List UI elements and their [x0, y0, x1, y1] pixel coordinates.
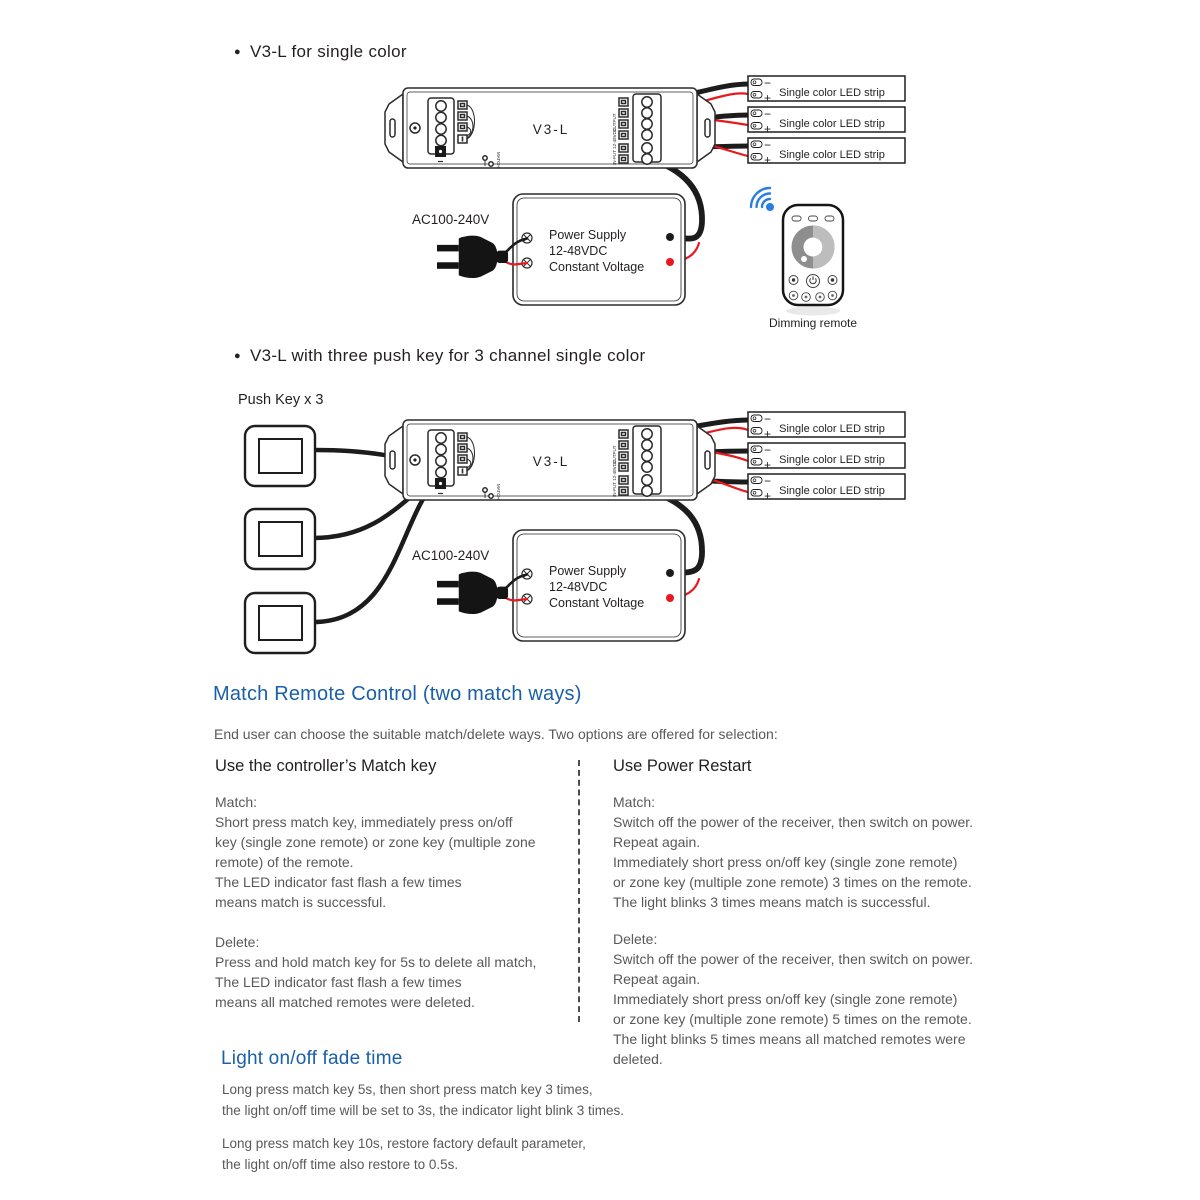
- controller-v3l: [385, 420, 715, 500]
- psu-line1: Power Supply: [549, 564, 627, 578]
- text-line: or zone key (multiple zone remote) 3 times on the remote.: [613, 874, 972, 890]
- text-line: Long press match key 5s, then short press match key 3 times,: [222, 1082, 593, 1097]
- led-strip: [748, 107, 905, 136]
- diagram2-heading-text: V3-L with three push key for 3 channel single color: [249, 346, 646, 365]
- power-supply: [513, 530, 685, 641]
- output-label: OUTPUT: [612, 113, 617, 132]
- input-label: IN-PUT 12-48VDC: [612, 127, 617, 165]
- led-strip-label: Single color LED strip: [779, 87, 885, 99]
- fade-paragraph-1: [222, 1080, 624, 1121]
- text-line: means match is successful.: [215, 894, 387, 910]
- psu-line3: Constant Voltage: [549, 260, 645, 274]
- led-strip: [748, 443, 905, 472]
- delete-label: Delete:: [613, 931, 658, 947]
- left-match-paragraph: [215, 792, 536, 912]
- led-strip: [748, 412, 905, 441]
- text-line: Short press match key, immediately press on/off: [215, 814, 513, 830]
- match-key-column: [215, 757, 536, 1029]
- dimming-remote: [769, 205, 857, 330]
- power-restart-column: [613, 757, 973, 1086]
- led-strip: [748, 138, 905, 167]
- text-line: The LED indicator fast flash a few times: [215, 874, 462, 890]
- match-key-label: MATCH: [496, 152, 501, 168]
- fade-section-body: [222, 1080, 624, 1188]
- text-line: means all matched remotes were deleted.: [215, 994, 475, 1010]
- plus-sign: +: [764, 122, 772, 136]
- bullet-icon: ●: [234, 46, 241, 58]
- wireless-signal-icon: [751, 188, 774, 211]
- input-label: IN-PUT 12-48VDC: [612, 459, 617, 497]
- text-line: Repeat again.: [613, 834, 701, 850]
- text-line: The LED indicator fast flash a few times: [215, 974, 462, 990]
- text-line: the light on/off time will be set to 3s, the indicator light blink 3 times.: [222, 1102, 624, 1118]
- text-line: remote) of the remote.: [215, 854, 354, 870]
- text-line: The light blinks 3 times means match is successful.: [613, 894, 931, 910]
- ac-input-label: AC100-240V: [412, 212, 490, 227]
- led-strip-label: Single color LED strip: [779, 149, 885, 161]
- diagram1: [385, 76, 905, 330]
- led-strip-label: Single color LED strip: [779, 423, 885, 435]
- remote-reflection: [786, 307, 840, 316]
- column-divider: [578, 760, 580, 1022]
- push-key: [245, 426, 315, 486]
- minus-sign: −: [764, 107, 772, 121]
- minus-sign: −: [764, 443, 772, 457]
- match-section-title: Match Remote Control (two match ways): [213, 683, 582, 705]
- led-strip-label: Single color LED strip: [779, 454, 885, 466]
- right-column-heading: Use Power Restart: [613, 757, 752, 775]
- plus-sign: +: [764, 427, 772, 441]
- fade-section-title: Light on/off fade time: [221, 1048, 403, 1069]
- text-line: key (single zone remote) or zone key (multiple zone: [215, 834, 536, 850]
- text-line: Switch off the power of the receiver, then switch on power.: [613, 814, 974, 830]
- controller-label: V3-L: [532, 454, 570, 469]
- text-line: Press and hold match key for 5s to delete all match,: [215, 954, 537, 970]
- push-key: [245, 509, 315, 569]
- plus-sign: +: [764, 489, 772, 503]
- psu-line1: Power Supply: [549, 228, 627, 242]
- match-label: Match:: [613, 794, 656, 810]
- power-button-icon: [807, 275, 820, 288]
- diagram1-heading-text: V3-L for single color: [249, 42, 407, 61]
- push-key-label: Push Key x 3: [238, 392, 324, 408]
- bullet-icon: ●: [234, 350, 241, 362]
- psu-line3: Constant Voltage: [549, 596, 645, 610]
- left-column-heading: Use the controller’s Match key: [215, 757, 437, 775]
- plus-sign: +: [764, 458, 772, 472]
- text-line: The light blinks 5 times means all matched remotes were: [613, 1031, 966, 1047]
- right-match-paragraph: [613, 792, 973, 912]
- text-line: Immediately short press on/off key (single zone remote): [613, 854, 958, 870]
- delete-label: Delete:: [215, 934, 260, 950]
- plus-sign: +: [764, 153, 772, 167]
- minus-sign: −: [764, 474, 772, 488]
- led-strip-label: Single color LED strip: [779, 485, 885, 497]
- text-line: Switch off the power of the receiver, then switch on power.: [613, 951, 974, 967]
- text-line: the light on/off time also restore to 0.5s.: [222, 1156, 459, 1172]
- led-strip-label: Single color LED strip: [779, 118, 885, 130]
- diagram2: [245, 412, 905, 653]
- minus-sign: −: [764, 138, 772, 152]
- text-line: Immediately short press on/off key (single zone remote): [613, 991, 958, 1007]
- text-line: Long press match key 10s, restore factory default parameter,: [222, 1136, 586, 1151]
- minus-sign: −: [764, 76, 772, 90]
- led-strip: [748, 76, 905, 105]
- text-line: Repeat again.: [613, 971, 701, 987]
- ac-plug-icon: [412, 548, 527, 614]
- minus-sign: −: [764, 412, 772, 426]
- psu-line2: 12-48VDC: [549, 244, 608, 258]
- match-section-intro: End user can choose the suitable match/delete ways. Two options are offered for selection:: [214, 726, 778, 742]
- controller-v3l: [385, 88, 715, 168]
- text-line: or zone key (multiple zone remote) 5 times on the remote.: [613, 1011, 972, 1027]
- text-line: deleted.: [613, 1051, 663, 1067]
- left-delete-paragraph: [215, 932, 536, 1012]
- output-label: OUTPUT: [612, 445, 617, 464]
- right-delete-paragraph: [613, 929, 973, 1069]
- power-supply: [513, 194, 685, 305]
- ac-plug-icon: [412, 212, 527, 278]
- push-key: [245, 593, 315, 653]
- led-strip: [748, 474, 905, 503]
- match-label: Match:: [215, 794, 258, 810]
- ac-input-label: AC100-240V: [412, 548, 490, 563]
- fade-paragraph-2: [222, 1134, 624, 1175]
- psu-line2: 12-48VDC: [549, 580, 608, 594]
- remote-label: Dimming remote: [768, 316, 858, 330]
- match-key-label: MATCH: [496, 484, 501, 500]
- plus-sign: +: [764, 91, 772, 105]
- controller-label: V3-L: [532, 122, 570, 137]
